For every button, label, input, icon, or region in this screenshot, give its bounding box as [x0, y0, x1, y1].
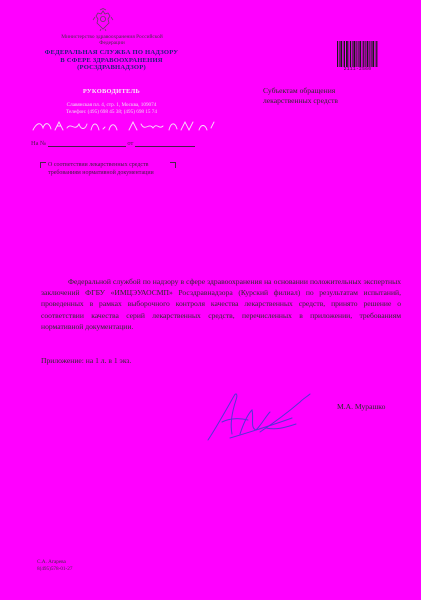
subject-corner: [40, 162, 46, 168]
registration-line: [31, 139, 195, 147]
coat-of-arms-icon: [92, 8, 114, 32]
agency-name: [40, 49, 183, 72]
executor-info: [37, 559, 72, 573]
address-line: Телефон: (495) 698 45 38; (495) 698 15 74: [65, 109, 157, 116]
signer-name: М.А. Мурашко: [337, 402, 386, 411]
agency-address: [40, 102, 183, 117]
head-title: РУКОВОДИТЕЛЬ: [82, 88, 141, 95]
handwritten-signature: [200, 388, 312, 444]
ministry-name: Министерство здравоохранения Российской Федерации: [61, 34, 163, 47]
barcode-number: 2111-2560: [343, 67, 372, 72]
subject-line: О соответствии лекарственных средств требованиям нормативной документации: [48, 162, 154, 177]
number-label: На №: [31, 140, 47, 147]
appendix-note: Приложение: на 1 л. в 1 экз.: [41, 356, 132, 365]
handwritten-registration: [31, 118, 216, 134]
recipient: Субъектам обращения лекарственных средств: [263, 86, 339, 105]
number-blank: [48, 139, 126, 147]
executor-phone: 8(495)578-01-27: [37, 566, 73, 572]
address-line: Славянская пл. 4, стр. 1, Москва, 109074: [66, 102, 157, 108]
date-blank: [135, 139, 195, 147]
executor-name: С.А. Агарева: [37, 559, 66, 565]
from-label: от: [127, 140, 134, 147]
agency-line: (РОСЗДРАВНАДЗОР): [77, 64, 146, 72]
agency-line: В СФЕРЕ ЗДРАВООХРАНЕНИЯ: [60, 56, 163, 64]
letter-body: Федеральной службой по надзору в сфере здравоохранения на основании положительных экспертных заключений ФГБУ «ИМЦЭУАОСМП» Росздравнадзора (Курский филиал) по результатам испытаний, проведенных в рамках выборочного контроля качества лекарственных средств, принято решение о соответствии качества серий лекарственных средств, перечисленных в приложении, требованиям нормативной документации.: [41, 277, 401, 331]
agency-line: ФЕДЕРАЛЬНАЯ СЛУЖБА ПО НАДЗОРУ: [44, 49, 179, 56]
barcode: [337, 41, 378, 67]
